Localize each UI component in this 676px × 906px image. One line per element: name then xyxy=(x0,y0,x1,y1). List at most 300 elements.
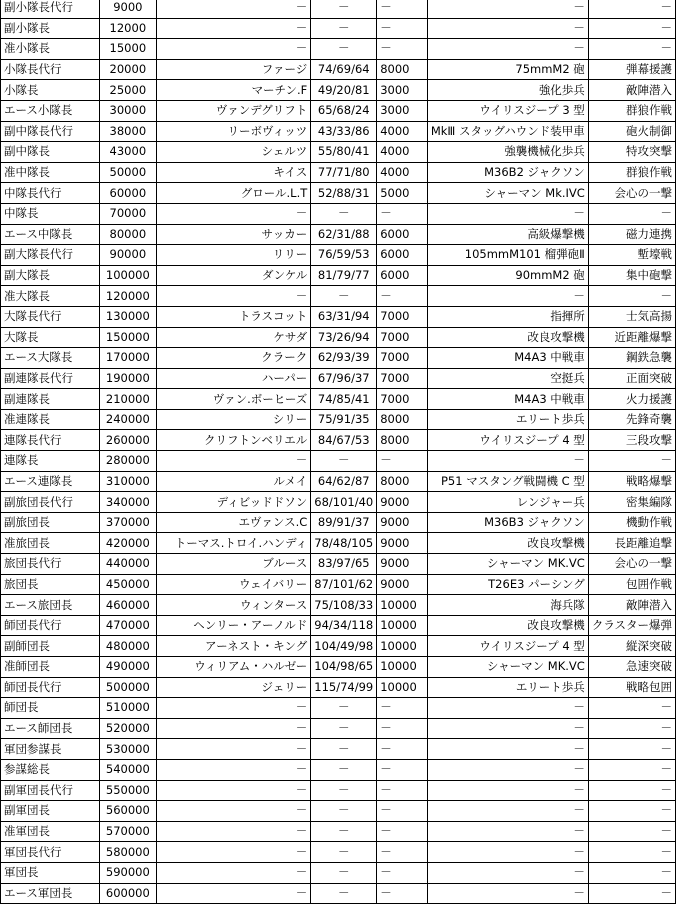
skill-name-cell[interactable]: － xyxy=(588,286,675,307)
skill-name-cell[interactable]: 磁力連携 xyxy=(588,224,675,245)
skill-name-cell[interactable]: 急速突破 xyxy=(588,657,675,678)
unit-name-cell[interactable]: M4A3 中戦車 xyxy=(427,348,588,369)
commander-name-cell[interactable]: シェルツ xyxy=(157,142,311,163)
required-points-cell[interactable]: 490000 xyxy=(99,657,157,678)
commander-stats-cell[interactable]: 104/49/98 xyxy=(311,636,377,657)
commander-stats-cell[interactable]: － xyxy=(311,883,377,904)
required-points-cell[interactable]: 450000 xyxy=(99,574,157,595)
rank-name-cell[interactable]: 中隊長 xyxy=(1,203,100,224)
commander-name-cell[interactable]: サッカー xyxy=(157,224,311,245)
rank-name-cell[interactable]: 小隊長代行 xyxy=(1,59,100,80)
required-points-cell[interactable]: 340000 xyxy=(99,492,157,513)
required-points-cell[interactable]: 590000 xyxy=(99,862,157,883)
commander-stats-cell[interactable]: 78/48/105 xyxy=(311,533,377,554)
skill-name-cell[interactable]: 戦略包囲 xyxy=(588,677,675,698)
unit-name-cell[interactable]: － xyxy=(427,698,588,719)
unit-name-cell[interactable]: M36B2 ジャクソン xyxy=(427,162,588,183)
unit-name-cell[interactable]: － xyxy=(427,862,588,883)
required-points-cell[interactable]: 70000 xyxy=(99,203,157,224)
skill-name-cell[interactable]: － xyxy=(588,698,675,719)
unit-name-cell[interactable]: － xyxy=(427,759,588,780)
cost-cell[interactable]: － xyxy=(377,780,428,801)
rank-name-cell[interactable]: 軍団長 xyxy=(1,862,100,883)
rank-name-cell[interactable]: 副連隊長代行 xyxy=(1,368,100,389)
commander-name-cell[interactable]: － xyxy=(157,0,311,18)
commander-name-cell[interactable]: エヴァンス.C xyxy=(157,512,311,533)
required-points-cell[interactable]: 50000 xyxy=(99,162,157,183)
commander-name-cell[interactable]: － xyxy=(157,801,311,822)
required-points-cell[interactable]: 540000 xyxy=(99,759,157,780)
skill-name-cell[interactable]: 機動作戦 xyxy=(588,512,675,533)
skill-name-cell[interactable]: － xyxy=(588,203,675,224)
cost-cell[interactable]: 7000 xyxy=(377,327,428,348)
cost-cell[interactable]: 7000 xyxy=(377,306,428,327)
cost-cell[interactable]: 9000 xyxy=(377,574,428,595)
cost-cell[interactable]: － xyxy=(377,842,428,863)
required-points-cell[interactable]: 80000 xyxy=(99,224,157,245)
commander-name-cell[interactable]: ウェイバリー xyxy=(157,574,311,595)
unit-name-cell[interactable]: 高級爆撃機 xyxy=(427,224,588,245)
cost-cell[interactable]: 3000 xyxy=(377,80,428,101)
commander-name-cell[interactable]: クリフトンベリエル xyxy=(157,430,311,451)
skill-name-cell[interactable]: 鋼鉄急襲 xyxy=(588,348,675,369)
rank-name-cell[interactable]: 師団長代行 xyxy=(1,677,100,698)
commander-name-cell[interactable]: ヴァンデグリフト xyxy=(157,100,311,121)
required-points-cell[interactable]: 30000 xyxy=(99,100,157,121)
unit-name-cell[interactable]: 改良攻撃機 xyxy=(427,327,588,348)
required-points-cell[interactable]: 520000 xyxy=(99,718,157,739)
rank-name-cell[interactable]: 副師団長 xyxy=(1,636,100,657)
required-points-cell[interactable]: 500000 xyxy=(99,677,157,698)
commander-stats-cell[interactable]: － xyxy=(311,18,377,39)
commander-stats-cell[interactable]: 83/97/65 xyxy=(311,554,377,575)
commander-name-cell[interactable]: ダンケル xyxy=(157,265,311,286)
skill-name-cell[interactable]: 近距離爆撃 xyxy=(588,327,675,348)
skill-name-cell[interactable]: － xyxy=(588,718,675,739)
commander-stats-cell[interactable]: 64/62/87 xyxy=(311,471,377,492)
skill-name-cell[interactable]: 縦深突破 xyxy=(588,636,675,657)
commander-stats-cell[interactable]: － xyxy=(311,0,377,18)
rank-name-cell[interactable]: 連隊長 xyxy=(1,451,100,472)
unit-name-cell[interactable]: 90mmM2 砲 xyxy=(427,265,588,286)
required-points-cell[interactable]: 280000 xyxy=(99,451,157,472)
cost-cell[interactable]: － xyxy=(377,451,428,472)
commander-name-cell[interactable]: グロール.L.T xyxy=(157,183,311,204)
skill-name-cell[interactable]: 正面突破 xyxy=(588,368,675,389)
commander-name-cell[interactable]: － xyxy=(157,698,311,719)
unit-name-cell[interactable]: 75mmM2 砲 xyxy=(427,59,588,80)
unit-name-cell[interactable]: － xyxy=(427,18,588,39)
rank-name-cell[interactable]: 准小隊長 xyxy=(1,39,100,60)
commander-stats-cell[interactable]: 55/80/41 xyxy=(311,142,377,163)
rank-name-cell[interactable]: 副旅団長 xyxy=(1,512,100,533)
cost-cell[interactable]: － xyxy=(377,801,428,822)
skill-name-cell[interactable]: 群狼作戦 xyxy=(588,162,675,183)
required-points-cell[interactable]: 470000 xyxy=(99,615,157,636)
required-points-cell[interactable]: 370000 xyxy=(99,512,157,533)
unit-name-cell[interactable]: M4A3 中戦車 xyxy=(427,389,588,410)
unit-name-cell[interactable]: 強襲機械化歩兵 xyxy=(427,142,588,163)
commander-stats-cell[interactable]: 63/31/94 xyxy=(311,306,377,327)
commander-stats-cell[interactable]: 75/91/35 xyxy=(311,409,377,430)
cost-cell[interactable]: 7000 xyxy=(377,348,428,369)
rank-name-cell[interactable]: エース師団長 xyxy=(1,718,100,739)
cost-cell[interactable]: － xyxy=(377,718,428,739)
required-points-cell[interactable]: 440000 xyxy=(99,554,157,575)
commander-name-cell[interactable]: ディビッドドソン xyxy=(157,492,311,513)
commander-stats-cell[interactable]: 75/108/33 xyxy=(311,595,377,616)
unit-name-cell[interactable]: 105mmM101 榴弾砲Ⅱ xyxy=(427,245,588,266)
required-points-cell[interactable]: 38000 xyxy=(99,121,157,142)
cost-cell[interactable]: － xyxy=(377,698,428,719)
unit-name-cell[interactable]: 強化歩兵 xyxy=(427,80,588,101)
cost-cell[interactable]: － xyxy=(377,39,428,60)
rank-name-cell[interactable]: エース連隊長 xyxy=(1,471,100,492)
unit-name-cell[interactable]: － xyxy=(427,801,588,822)
unit-name-cell[interactable]: － xyxy=(427,883,588,904)
cost-cell[interactable]: － xyxy=(377,862,428,883)
rank-name-cell[interactable]: エース大隊長 xyxy=(1,348,100,369)
cost-cell[interactable]: 4000 xyxy=(377,142,428,163)
cost-cell[interactable]: 9000 xyxy=(377,512,428,533)
cost-cell[interactable]: 8000 xyxy=(377,471,428,492)
unit-name-cell[interactable]: － xyxy=(427,451,588,472)
commander-stats-cell[interactable]: 104/98/65 xyxy=(311,657,377,678)
skill-name-cell[interactable]: － xyxy=(588,759,675,780)
required-points-cell[interactable]: 170000 xyxy=(99,348,157,369)
cost-cell[interactable]: 4000 xyxy=(377,162,428,183)
skill-name-cell[interactable]: 先鋒奇襲 xyxy=(588,409,675,430)
skill-name-cell[interactable]: － xyxy=(588,821,675,842)
commander-name-cell[interactable]: ウィリアム・ハルゼー xyxy=(157,657,311,678)
commander-name-cell[interactable]: キイス xyxy=(157,162,311,183)
skill-name-cell[interactable]: － xyxy=(588,18,675,39)
commander-stats-cell[interactable]: 62/93/39 xyxy=(311,348,377,369)
required-points-cell[interactable]: 60000 xyxy=(99,183,157,204)
cost-cell[interactable]: 8000 xyxy=(377,430,428,451)
unit-name-cell[interactable]: ウイリスジープ 4 型 xyxy=(427,430,588,451)
commander-stats-cell[interactable]: 89/91/37 xyxy=(311,512,377,533)
commander-name-cell[interactable]: トーマス.トロイ.ハンディ xyxy=(157,533,311,554)
commander-name-cell[interactable]: リリー xyxy=(157,245,311,266)
required-points-cell[interactable]: 120000 xyxy=(99,286,157,307)
rank-name-cell[interactable]: 師団長代行 xyxy=(1,615,100,636)
rank-name-cell[interactable]: 師団長 xyxy=(1,698,100,719)
commander-stats-cell[interactable]: 43/33/86 xyxy=(311,121,377,142)
cost-cell[interactable]: 10000 xyxy=(377,595,428,616)
rank-name-cell[interactable]: 准旅団長 xyxy=(1,533,100,554)
commander-name-cell[interactable]: － xyxy=(157,203,311,224)
commander-stats-cell[interactable]: － xyxy=(311,739,377,760)
commander-stats-cell[interactable]: 49/20/81 xyxy=(311,80,377,101)
cost-cell[interactable]: － xyxy=(377,739,428,760)
rank-name-cell[interactable]: 連隊長代行 xyxy=(1,430,100,451)
skill-name-cell[interactable]: 塹壕戦 xyxy=(588,245,675,266)
rank-name-cell[interactable]: エース旅団長 xyxy=(1,595,100,616)
skill-name-cell[interactable]: 群狼作戦 xyxy=(588,100,675,121)
rank-name-cell[interactable]: エース小隊長 xyxy=(1,100,100,121)
skill-name-cell[interactable]: 密集編隊 xyxy=(588,492,675,513)
cost-cell[interactable]: 8000 xyxy=(377,409,428,430)
rank-name-cell[interactable]: 副小隊長 xyxy=(1,18,100,39)
required-points-cell[interactable]: 12000 xyxy=(99,18,157,39)
cost-cell[interactable]: 4000 xyxy=(377,121,428,142)
required-points-cell[interactable]: 420000 xyxy=(99,533,157,554)
unit-name-cell[interactable]: シャーマン Mk.IVC xyxy=(427,183,588,204)
commander-name-cell[interactable]: － xyxy=(157,759,311,780)
cost-cell[interactable]: 6000 xyxy=(377,245,428,266)
commander-name-cell[interactable]: － xyxy=(157,718,311,739)
unit-name-cell[interactable]: － xyxy=(427,0,588,18)
unit-name-cell[interactable]: － xyxy=(427,203,588,224)
unit-name-cell[interactable]: ウイリスジープ 3 型 xyxy=(427,100,588,121)
rank-name-cell[interactable]: 副大隊長代行 xyxy=(1,245,100,266)
skill-name-cell[interactable]: 敵陣潜入 xyxy=(588,595,675,616)
commander-stats-cell[interactable]: － xyxy=(311,801,377,822)
required-points-cell[interactable]: 130000 xyxy=(99,306,157,327)
skill-name-cell[interactable]: 会心の一撃 xyxy=(588,554,675,575)
required-points-cell[interactable]: 510000 xyxy=(99,698,157,719)
rank-name-cell[interactable]: エース中隊長 xyxy=(1,224,100,245)
skill-name-cell[interactable]: 敵陣潜入 xyxy=(588,80,675,101)
rank-name-cell[interactable]: 旅団長 xyxy=(1,574,100,595)
commander-stats-cell[interactable]: 74/85/41 xyxy=(311,389,377,410)
required-points-cell[interactable]: 9000 xyxy=(99,0,157,18)
rank-name-cell[interactable]: 准師団長 xyxy=(1,657,100,678)
rank-name-cell[interactable]: 准中隊長 xyxy=(1,162,100,183)
commander-name-cell[interactable]: － xyxy=(157,821,311,842)
skill-name-cell[interactable]: － xyxy=(588,780,675,801)
skill-name-cell[interactable]: 会心の一撃 xyxy=(588,183,675,204)
rank-name-cell[interactable]: 旅団長代行 xyxy=(1,554,100,575)
required-points-cell[interactable]: 480000 xyxy=(99,636,157,657)
skill-name-cell[interactable]: － xyxy=(588,801,675,822)
unit-name-cell[interactable]: シャーマン MK.VC xyxy=(427,657,588,678)
commander-name-cell[interactable]: － xyxy=(157,739,311,760)
rank-name-cell[interactable]: 副大隊長 xyxy=(1,265,100,286)
commander-stats-cell[interactable]: － xyxy=(311,759,377,780)
unit-name-cell[interactable]: エリート歩兵 xyxy=(427,409,588,430)
commander-stats-cell[interactable]: 81/79/77 xyxy=(311,265,377,286)
commander-name-cell[interactable]: ファージ xyxy=(157,59,311,80)
unit-name-cell[interactable]: MkⅢ スタッグハウンド装甲車 xyxy=(427,121,588,142)
commander-name-cell[interactable]: － xyxy=(157,451,311,472)
cost-cell[interactable]: － xyxy=(377,821,428,842)
commander-stats-cell[interactable]: － xyxy=(311,862,377,883)
cost-cell[interactable]: 7000 xyxy=(377,389,428,410)
cost-cell[interactable]: 10000 xyxy=(377,677,428,698)
unit-name-cell[interactable]: T26E3 パーシング xyxy=(427,574,588,595)
cost-cell[interactable]: 6000 xyxy=(377,224,428,245)
commander-stats-cell[interactable]: 74/69/64 xyxy=(311,59,377,80)
commander-name-cell[interactable]: リーボヴィッツ xyxy=(157,121,311,142)
commander-stats-cell[interactable]: 68/101/40 xyxy=(311,492,377,513)
commander-stats-cell[interactable]: － xyxy=(311,39,377,60)
rank-name-cell[interactable]: エース軍団長 xyxy=(1,883,100,904)
skill-name-cell[interactable]: 包囲作戦 xyxy=(588,574,675,595)
unit-name-cell[interactable]: － xyxy=(427,286,588,307)
commander-stats-cell[interactable]: 62/31/88 xyxy=(311,224,377,245)
cost-cell[interactable]: － xyxy=(377,203,428,224)
commander-name-cell[interactable]: トラスコット xyxy=(157,306,311,327)
skill-name-cell[interactable]: クラスター爆弾 xyxy=(588,615,675,636)
required-points-cell[interactable]: 530000 xyxy=(99,739,157,760)
cost-cell[interactable]: 5000 xyxy=(377,183,428,204)
required-points-cell[interactable]: 580000 xyxy=(99,842,157,863)
required-points-cell[interactable]: 460000 xyxy=(99,595,157,616)
cost-cell[interactable]: 7000 xyxy=(377,368,428,389)
cost-cell[interactable]: 3000 xyxy=(377,100,428,121)
commander-stats-cell[interactable]: 76/59/53 xyxy=(311,245,377,266)
rank-name-cell[interactable]: 大隊長代行 xyxy=(1,306,100,327)
skill-name-cell[interactable]: 火力援護 xyxy=(588,389,675,410)
rank-name-cell[interactable]: 軍団長代行 xyxy=(1,842,100,863)
required-points-cell[interactable]: 25000 xyxy=(99,80,157,101)
unit-name-cell[interactable]: － xyxy=(427,821,588,842)
skill-name-cell[interactable]: 弾幕援護 xyxy=(588,59,675,80)
skill-name-cell[interactable]: 砲火制御 xyxy=(588,121,675,142)
commander-name-cell[interactable]: シリー xyxy=(157,409,311,430)
skill-name-cell[interactable]: － xyxy=(588,842,675,863)
unit-name-cell[interactable]: M36B3 ジャクソン xyxy=(427,512,588,533)
rank-name-cell[interactable]: 大隊長 xyxy=(1,327,100,348)
commander-stats-cell[interactable]: 87/101/62 xyxy=(311,574,377,595)
rank-name-cell[interactable]: 副小隊長代行 xyxy=(1,0,100,18)
skill-name-cell[interactable]: － xyxy=(588,451,675,472)
commander-name-cell[interactable]: ブルース xyxy=(157,554,311,575)
rank-name-cell[interactable]: 副軍団長代行 xyxy=(1,780,100,801)
rank-name-cell[interactable]: 准大隊長 xyxy=(1,286,100,307)
commander-name-cell[interactable]: ハーパー xyxy=(157,368,311,389)
rank-name-cell[interactable]: 副中隊長代行 xyxy=(1,121,100,142)
rank-name-cell[interactable]: 軍団参謀長 xyxy=(1,739,100,760)
required-points-cell[interactable]: 43000 xyxy=(99,142,157,163)
unit-name-cell[interactable]: － xyxy=(427,739,588,760)
commander-stats-cell[interactable]: 65/68/24 xyxy=(311,100,377,121)
commander-stats-cell[interactable]: － xyxy=(311,780,377,801)
commander-stats-cell[interactable]: 67/96/37 xyxy=(311,368,377,389)
required-points-cell[interactable]: 150000 xyxy=(99,327,157,348)
skill-name-cell[interactable]: 集中砲撃 xyxy=(588,265,675,286)
commander-stats-cell[interactable]: － xyxy=(311,698,377,719)
cost-cell[interactable]: 8000 xyxy=(377,59,428,80)
rank-name-cell[interactable]: 准軍団長 xyxy=(1,821,100,842)
unit-name-cell[interactable]: － xyxy=(427,842,588,863)
unit-name-cell[interactable]: シャーマン MK.VC xyxy=(427,554,588,575)
cost-cell[interactable]: 9000 xyxy=(377,554,428,575)
required-points-cell[interactable]: 560000 xyxy=(99,801,157,822)
required-points-cell[interactable]: 570000 xyxy=(99,821,157,842)
required-points-cell[interactable]: 310000 xyxy=(99,471,157,492)
required-points-cell[interactable]: 600000 xyxy=(99,883,157,904)
skill-name-cell[interactable]: － xyxy=(588,0,675,18)
commander-stats-cell[interactable]: 77/71/80 xyxy=(311,162,377,183)
commander-stats-cell[interactable]: － xyxy=(311,842,377,863)
required-points-cell[interactable]: 15000 xyxy=(99,39,157,60)
skill-name-cell[interactable]: － xyxy=(588,883,675,904)
rank-name-cell[interactable]: 准連隊長 xyxy=(1,409,100,430)
commander-stats-cell[interactable]: － xyxy=(311,451,377,472)
commander-stats-cell[interactable]: － xyxy=(311,203,377,224)
cost-cell[interactable]: 10000 xyxy=(377,657,428,678)
skill-name-cell[interactable]: － xyxy=(588,739,675,760)
commander-name-cell[interactable]: アーネスト・キング xyxy=(157,636,311,657)
unit-name-cell[interactable]: － xyxy=(427,780,588,801)
cost-cell[interactable]: 9000 xyxy=(377,533,428,554)
cost-cell[interactable]: 9000 xyxy=(377,492,428,513)
unit-name-cell[interactable]: 指揮所 xyxy=(427,306,588,327)
commander-name-cell[interactable]: ルメイ xyxy=(157,471,311,492)
rank-name-cell[interactable]: 副連隊長 xyxy=(1,389,100,410)
commander-name-cell[interactable]: － xyxy=(157,842,311,863)
commander-name-cell[interactable]: － xyxy=(157,18,311,39)
cost-cell[interactable]: － xyxy=(377,0,428,18)
skill-name-cell[interactable]: 士気高揚 xyxy=(588,306,675,327)
cost-cell[interactable]: － xyxy=(377,18,428,39)
commander-name-cell[interactable]: － xyxy=(157,780,311,801)
rank-name-cell[interactable]: 中隊長代行 xyxy=(1,183,100,204)
cost-cell[interactable]: 6000 xyxy=(377,265,428,286)
cost-cell[interactable]: － xyxy=(377,286,428,307)
unit-name-cell[interactable]: 改良攻撃機 xyxy=(427,533,588,554)
commander-stats-cell[interactable]: － xyxy=(311,286,377,307)
unit-name-cell[interactable]: エリート歩兵 xyxy=(427,677,588,698)
required-points-cell[interactable]: 100000 xyxy=(99,265,157,286)
commander-name-cell[interactable]: マーチン.F xyxy=(157,80,311,101)
required-points-cell[interactable]: 190000 xyxy=(99,368,157,389)
rank-name-cell[interactable]: 参謀総長 xyxy=(1,759,100,780)
unit-name-cell[interactable]: P51 マスタング戦闘機 C 型 xyxy=(427,471,588,492)
required-points-cell[interactable]: 240000 xyxy=(99,409,157,430)
unit-name-cell[interactable]: 改良攻撃機 xyxy=(427,615,588,636)
rank-name-cell[interactable]: 小隊長 xyxy=(1,80,100,101)
rank-name-cell[interactable]: 副軍団長 xyxy=(1,801,100,822)
skill-name-cell[interactable]: 長距離追撃 xyxy=(588,533,675,554)
unit-name-cell[interactable]: レンジャー兵 xyxy=(427,492,588,513)
skill-name-cell[interactable]: 三段攻撃 xyxy=(588,430,675,451)
cost-cell[interactable]: － xyxy=(377,759,428,780)
required-points-cell[interactable]: 550000 xyxy=(99,780,157,801)
commander-stats-cell[interactable]: 115/74/99 xyxy=(311,677,377,698)
commander-name-cell[interactable]: ヘンリー・アーノルド xyxy=(157,615,311,636)
commander-name-cell[interactable]: ケサダ xyxy=(157,327,311,348)
commander-name-cell[interactable]: クラーク xyxy=(157,348,311,369)
commander-name-cell[interactable]: － xyxy=(157,883,311,904)
required-points-cell[interactable]: 260000 xyxy=(99,430,157,451)
rank-name-cell[interactable]: 副中隊長 xyxy=(1,142,100,163)
skill-name-cell[interactable]: 特攻突撃 xyxy=(588,142,675,163)
commander-name-cell[interactable]: － xyxy=(157,862,311,883)
unit-name-cell[interactable]: － xyxy=(427,39,588,60)
commander-name-cell[interactable]: ウィンタース xyxy=(157,595,311,616)
commander-name-cell[interactable]: － xyxy=(157,286,311,307)
skill-name-cell[interactable]: 戦略爆撃 xyxy=(588,471,675,492)
unit-name-cell[interactable]: － xyxy=(427,718,588,739)
commander-stats-cell[interactable]: － xyxy=(311,718,377,739)
commander-name-cell[interactable]: ヴァン.ボーヒーズ xyxy=(157,389,311,410)
unit-name-cell[interactable]: 空挺兵 xyxy=(427,368,588,389)
commander-stats-cell[interactable]: － xyxy=(311,821,377,842)
skill-name-cell[interactable]: － xyxy=(588,862,675,883)
commander-stats-cell[interactable]: 73/26/94 xyxy=(311,327,377,348)
required-points-cell[interactable]: 90000 xyxy=(99,245,157,266)
cost-cell[interactable]: 10000 xyxy=(377,615,428,636)
cost-cell[interactable]: － xyxy=(377,883,428,904)
rank-name-cell[interactable]: 副旅団長代行 xyxy=(1,492,100,513)
unit-name-cell[interactable]: 海兵隊 xyxy=(427,595,588,616)
commander-stats-cell[interactable]: 52/88/31 xyxy=(311,183,377,204)
unit-name-cell[interactable]: ウイリスジープ 4 型 xyxy=(427,636,588,657)
